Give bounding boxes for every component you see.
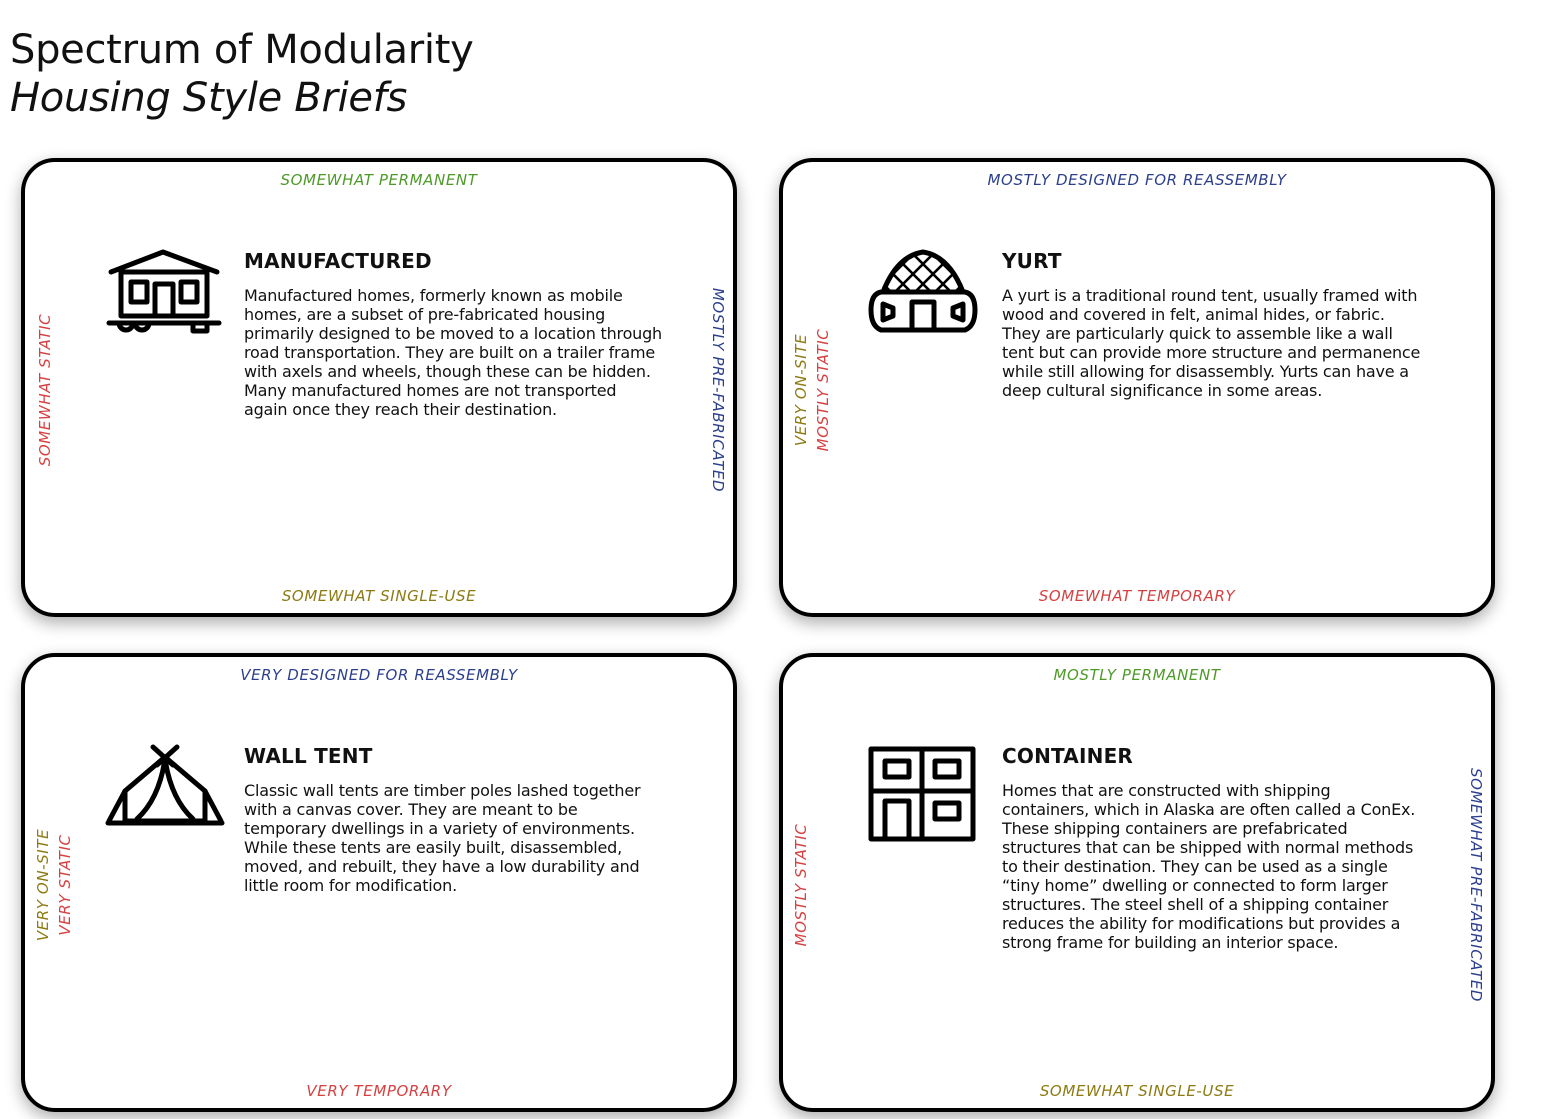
card-title: YURT xyxy=(1002,249,1062,273)
house-icon xyxy=(105,244,225,354)
yurt-icon xyxy=(863,244,983,354)
card-description: Classic wall tents are timber poles lashed together with a canvas cover. They are meant to be temporary dwellings in a variety of environments. While these tents are easily built, disassembled, moved, and rebuilt, they have a low durability and little room for modification. xyxy=(244,781,641,895)
label-bottom: VERY TEMPORARY xyxy=(306,1082,452,1100)
card-wall-tent xyxy=(21,653,737,1112)
label-bottom: SOMEWHAT SINGLE-USE xyxy=(281,587,477,605)
card-yurt xyxy=(779,158,1495,617)
label-top: MOSTLY DESIGNED FOR REASSEMBLY xyxy=(987,171,1287,189)
label-bottom: SOMEWHAT SINGLE-USE xyxy=(1039,1082,1235,1100)
container-icon xyxy=(863,739,983,849)
label-right: SOMEWHAT PRE-FABRICATED xyxy=(1467,767,1485,1003)
card-manufactured xyxy=(21,158,737,617)
label-left-secondary: MOSTLY STATIC xyxy=(814,328,832,452)
label-right: MOSTLY PRE-FABRICATED xyxy=(709,287,727,493)
card-description: Homes that are constructed with shipping containers, which in Alaska are often called a ConEx. These shipping containers are prefabricated structures that can be shipped with normal methods to their destination. They can be used as a single “tiny home” dwelling or connected to form larger structures. The steel shell of a shipping container reduces the ability for modifications but provides a strong frame for building an interior space. xyxy=(1002,781,1416,952)
label-top: SOMEWHAT PERMANENT xyxy=(280,171,478,189)
card-description: A yurt is a traditional round tent, usually framed with wood and covered in felt, animal hides, or fabric. They are particularly quick to assemble like a wall tent but can provide more structure and permanence while still allowing for disassembly. Yurts can have a deep cultural significance in some areas. xyxy=(1002,286,1421,400)
card-title: CONTAINER xyxy=(1002,744,1134,768)
card-title: MANUFACTURED xyxy=(244,249,432,273)
tent-icon xyxy=(105,739,225,849)
label-left: VERY ON-SITE xyxy=(792,333,810,447)
card-container xyxy=(779,653,1495,1112)
label-top: MOSTLY PERMANENT xyxy=(1053,666,1221,684)
label-left-secondary: VERY STATIC xyxy=(56,834,74,936)
card-description: Manufactured homes, formerly known as mobile homes, are a subset of pre-fabricated housing primarily designed to be moved to a location through road transportation. They are built on a trailer frame with axels and wheels, though these can be hidden. Many manufactured homes are not transported again once they reach their destination. xyxy=(244,286,662,419)
label-left: SOMEWHAT STATIC xyxy=(36,313,54,467)
label-left: VERY ON-SITE xyxy=(34,828,52,942)
page-subtitle: Housing Style Briefs xyxy=(10,75,408,121)
label-left: MOSTLY STATIC xyxy=(792,823,810,947)
card-title: WALL TENT xyxy=(244,744,373,768)
page-title: Spectrum of Modularity xyxy=(10,27,474,73)
label-bottom: SOMEWHAT TEMPORARY xyxy=(1038,587,1236,605)
label-top: VERY DESIGNED FOR REASSEMBLY xyxy=(240,666,518,684)
